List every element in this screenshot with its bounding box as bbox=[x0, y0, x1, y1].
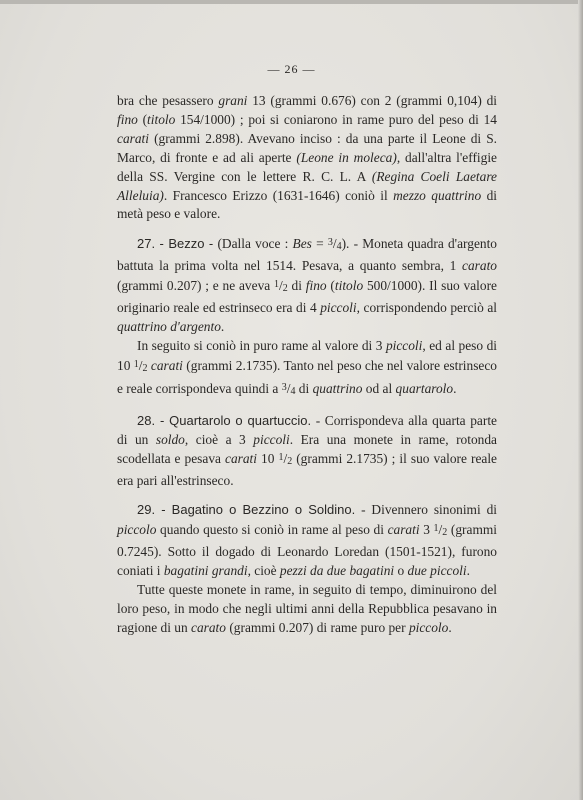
text-run: , cioè a 3 bbox=[184, 431, 254, 447]
text-run: 1 bbox=[278, 452, 284, 464]
italic-term: fino bbox=[117, 111, 138, 127]
text-run: quando questo si coniò in rame al peso di bbox=[156, 522, 388, 538]
italic-term: (Regina Coeli Laetare Alleluia) bbox=[117, 168, 497, 203]
text-run: , cioè bbox=[247, 562, 280, 578]
text-run: 1 bbox=[133, 358, 139, 370]
text-run: di bbox=[287, 278, 306, 294]
section-27-paragraph-2: In seguito si coniò in puro rame al valore di 3 piccoli, ed al peso di 10 $^1$/2 carati (grammi 2.1735). Tanto nel peso che nel valore estrinseco e reale corrispondeva quindi a $^3$/4 di quattrino od al quartarolo. bbox=[117, 337, 497, 397]
italic-term: carati bbox=[387, 522, 420, 538]
italic-term: titolo bbox=[147, 111, 176, 127]
italic-term: quattrino bbox=[312, 380, 363, 396]
italic-term: carati bbox=[225, 451, 257, 467]
text-run: 13 (grammi 0.676) con 2 (grammi 0,104) di bbox=[247, 93, 497, 108]
text-run: ). - Moneta quadra d'argento battuta la prima volta nel 1514. Pesava, a quanto sembra, 1 bbox=[117, 236, 498, 274]
section-28-heading: 28. - Quartarolo o quartuccio. bbox=[137, 412, 312, 428]
text-run: . bbox=[220, 318, 225, 334]
italic-term: piccolo bbox=[408, 619, 449, 635]
text-run: 1 bbox=[433, 523, 439, 535]
text-run: 2 bbox=[282, 283, 288, 295]
text-run: 10 bbox=[257, 451, 279, 467]
text-run: , ed al peso di 10 bbox=[117, 337, 497, 373]
text-run: . bbox=[448, 619, 452, 635]
text-run: In seguito si coniò in puro rame al valore di 3 bbox=[137, 337, 386, 353]
text-run: (Dalla voce : bbox=[213, 236, 293, 252]
text-run: , corrispondendo perciò al bbox=[356, 300, 498, 316]
section-27-heading: 27. - Bezzo - bbox=[137, 236, 214, 252]
page-number: — 26 — bbox=[267, 62, 316, 76]
text-run: 4 bbox=[336, 241, 342, 253]
italic-term: fino bbox=[305, 278, 327, 294]
italic-term: pezzi da due bagatini bbox=[279, 562, 395, 578]
section-28-quartarolo: 28. - Quartarolo o quartuccio. - Corrispondeva alla quarta parte di un soldo, cioè a 3 piccoli. Era una monete in rame, rotonda scodellata e pesava carati 10 $^1$/2 (grammi 2.1735) ; il suo valore reale era pari all'estrinseco. bbox=[117, 412, 497, 489]
section-29-paragraph-2 bbox=[117, 581, 497, 638]
text-run: 4 bbox=[290, 385, 296, 397]
italic-term: Bes bbox=[292, 236, 312, 252]
text-run: ( bbox=[137, 111, 148, 127]
text-run: ( bbox=[326, 278, 335, 294]
italic-term: piccoli bbox=[253, 431, 290, 447]
italic-term: quartarolo bbox=[395, 380, 454, 396]
section-29-heading: 29. - Bagatino o Bezzino o Soldino. bbox=[137, 502, 356, 518]
italic-term: carato bbox=[191, 619, 226, 635]
italic-term: mezzo quattrino bbox=[393, 187, 482, 203]
italic-term: piccolo bbox=[117, 522, 157, 538]
text-run: 1 bbox=[274, 279, 280, 291]
italic-term: bagatini grandi bbox=[163, 562, 248, 578]
page-top-shadow bbox=[0, 0, 583, 4]
text-run: (grammi 0.7245). Sotto il dogado di Leonardo Loredan (1501-1521), furono coniati i bbox=[117, 522, 498, 578]
italic-term: piccoli bbox=[320, 300, 357, 316]
text-run: (grammi 0.207) ; e ne aveva bbox=[117, 278, 275, 294]
text-run: 2 bbox=[287, 456, 293, 468]
text-run: 500/1000). Il suo valore originario reale ed estrinseco era di 4 bbox=[117, 278, 497, 316]
text-run: . Francesco Erizzo (1631-1646) coniò il bbox=[163, 187, 394, 203]
section-27-bezzo: 27. - Bezzo - (Dalla voce : Bes = $^3$/4). - Moneta quadra d'argento battuta la prima volta nel 1514. Pesava, a quanto sembra, 1 carato (grammi 0.207) ; e ne aveva $^1$/2 di fino (titolo 500/1000). Il suo valore originario reale ed estrinseco era di 4 piccoli, corrispondendo perciò al quattrino d'argento. bbox=[117, 236, 498, 334]
text-run: Tutte queste monete in rame, in seguito di tempo, diminuirono del loro peso, in modo che negli ultimi anni della Repubblica pesavano in ragione di un bbox=[117, 581, 497, 635]
text-run: (grammi 2.1735) ; il suo valore reale era pari all'estrinseco. bbox=[117, 451, 497, 489]
text-run: (grammi 2.1735). Tanto nel peso che nel valore estrinseco e reale corrispondeva quindi a bbox=[117, 357, 497, 396]
text-run: . bbox=[453, 380, 457, 396]
text-run: 2 bbox=[442, 527, 448, 539]
text-run: bra che pesassero bbox=[117, 93, 219, 108]
section-29-bagatino: 29. - Bagatino o Bezzino o Soldino. - Divennero sinonimi di piccolo quando questo si coniò in rame al peso di carati 3 $^1$/2 (grammi 0.7245). Sotto il dogado di Leonardo Loredan (1501-1521), furono coniati i bagatini grandi, cioè pezzi da due bagatini o due piccoli. bbox=[117, 502, 498, 578]
text-run: od al bbox=[362, 380, 396, 396]
text-run: 3 bbox=[327, 237, 333, 249]
text-run: di metà peso e valore. bbox=[117, 187, 497, 222]
italic-term: carato bbox=[462, 258, 497, 274]
italic-term: titolo bbox=[334, 278, 364, 294]
text-run: = bbox=[311, 236, 328, 252]
text-run: di bbox=[295, 380, 313, 396]
text-run: . Era una monete in rame, rotonda scodellata e pesava bbox=[117, 431, 497, 467]
body-text bbox=[117, 92, 497, 638]
text-run: 2 bbox=[142, 362, 148, 374]
italic-term: soldo bbox=[155, 431, 185, 447]
italic-term: grani bbox=[218, 93, 248, 108]
text-run: 3 bbox=[281, 381, 287, 393]
italic-term: due piccoli bbox=[407, 562, 467, 578]
text-run: . bbox=[466, 562, 470, 578]
italic-term: (Leone in moleca) bbox=[296, 149, 397, 165]
text-run: - Divennero sinonimi di bbox=[355, 502, 497, 518]
page-right-shadow bbox=[578, 0, 583, 800]
text-run: , dall'altra l'effigie della SS. Vergine con le lettere R. C. L. A bbox=[117, 149, 497, 184]
text-run: 154/1000) ; poi si coniarono in rame puro del peso di 14 bbox=[175, 111, 497, 127]
italic-term: quattrino d'argento bbox=[117, 318, 221, 334]
text-run: o bbox=[394, 562, 408, 578]
text-run: (grammi 2.898). Avevano inciso : da una parte il Leone di S. Marco, di fronte e ad ali aperte bbox=[117, 130, 497, 165]
text-run: 3 bbox=[419, 522, 434, 538]
italic-term: piccoli bbox=[385, 337, 423, 353]
text-run: (grammi 0.207) di rame puro per bbox=[225, 619, 409, 635]
italic-term: carati bbox=[150, 357, 183, 373]
text-run: - Corrispondeva alla quarta parte di un bbox=[117, 412, 497, 447]
paragraph-grani bbox=[117, 92, 497, 224]
italic-term: carati bbox=[117, 130, 149, 146]
